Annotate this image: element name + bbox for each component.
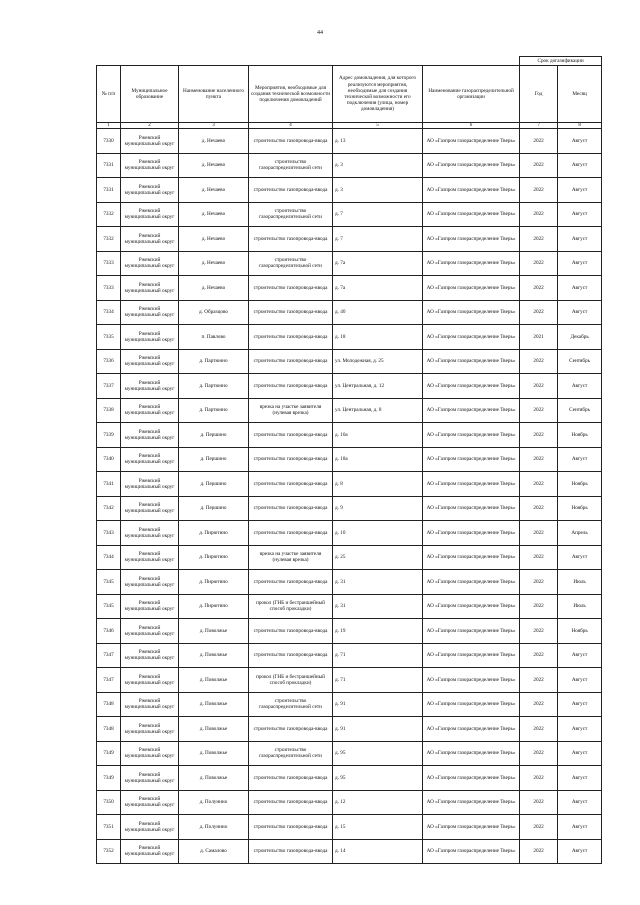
table-row	[97, 349, 602, 374]
month-cell: Сентябрь	[558, 398, 602, 423]
month-cell: Август	[558, 276, 602, 301]
address-cell: д. 9	[333, 496, 423, 521]
row-number: 7332	[97, 202, 121, 227]
locality-cell: д. Партюино	[179, 374, 249, 399]
locality-cell: д. Нечаево	[179, 202, 249, 227]
year-cell: 2022	[520, 202, 558, 227]
row-number: 7331	[97, 153, 121, 178]
month-cell: Август	[558, 717, 602, 742]
locality-cell: д. Нечаево	[179, 227, 249, 252]
address-cell: д. 7а	[333, 251, 423, 276]
month-cell: Август	[558, 643, 602, 668]
org-cell: АО «Газпром газораспределение Тверь»	[423, 227, 520, 252]
locality-cell: д. Пирютино	[179, 570, 249, 595]
measure-cell: прокол (ГНБ и бестраншейный способ прокладки)	[249, 594, 333, 619]
table-row	[97, 300, 602, 325]
measure-cell: строительство газопровода-ввода	[249, 570, 333, 595]
month-cell: Август	[558, 227, 602, 252]
year-cell: 2022	[520, 349, 558, 374]
org-cell: АО «Газпром газораспределение Тверь»	[423, 619, 520, 644]
table-row	[97, 570, 602, 595]
org-cell: АО «Газпром газораспределение Тверь»	[423, 545, 520, 570]
row-number: 7331	[97, 178, 121, 203]
org-cell: АО «Газпром газораспределение Тверь»	[423, 668, 520, 693]
municipality-cell: Ржевский муниципальный округ	[121, 398, 179, 423]
row-number: 7337	[97, 374, 121, 399]
column-number: 8	[558, 123, 602, 129]
year-cell: 2022	[520, 839, 558, 864]
year-cell: 2022	[520, 619, 558, 644]
locality-cell: д. Полунино	[179, 815, 249, 840]
year-cell: 2022	[520, 276, 558, 301]
table-row	[97, 643, 602, 668]
header-deadline: Срок догазификации	[520, 57, 602, 66]
locality-cell: д. Нечаево	[179, 129, 249, 154]
address-cell: д. 71	[333, 668, 423, 693]
municipality-cell: Ржевский муниципальный округ	[121, 276, 179, 301]
locality-cell: д. Першино	[179, 472, 249, 497]
address-cell: д. 91	[333, 717, 423, 742]
row-number: 7349	[97, 766, 121, 791]
header-municipality: Муниципальное образование	[121, 66, 179, 123]
org-cell: АО «Газпром газораспределение Тверь»	[423, 790, 520, 815]
table-row	[97, 129, 602, 154]
municipality-cell: Ржевский муниципальный округ	[121, 496, 179, 521]
measure-cell: строительство газопровода-ввода	[249, 839, 333, 864]
table-row	[97, 521, 602, 546]
row-number: 7348	[97, 692, 121, 717]
address-cell: д. 3	[333, 153, 423, 178]
measure-cell: строительство газопровода-ввода	[249, 619, 333, 644]
month-cell: Август	[558, 545, 602, 570]
table-row	[97, 153, 602, 178]
locality-cell: д. Поволжье	[179, 741, 249, 766]
row-number: 7333	[97, 276, 121, 301]
locality-cell: д. Нечаево	[179, 178, 249, 203]
row-number: 7349	[97, 741, 121, 766]
locality-cell: д. Нечаево	[179, 276, 249, 301]
municipality-cell: Ржевский муниципальный округ	[121, 325, 179, 350]
measure-cell: строительство газопровода-ввода	[249, 790, 333, 815]
measure-cell: строительство газопровода-ввода	[249, 521, 333, 546]
month-cell: Ноябрь	[558, 496, 602, 521]
municipality-cell: Ржевский муниципальный округ	[121, 717, 179, 742]
municipality-cell: Ржевский муниципальный округ	[121, 202, 179, 227]
month-cell: Август	[558, 153, 602, 178]
month-cell: Август	[558, 766, 602, 791]
municipality-cell: Ржевский муниципальный округ	[121, 570, 179, 595]
org-cell: АО «Газпром газораспределение Тверь»	[423, 472, 520, 497]
address-cell: д. 95	[333, 766, 423, 791]
month-cell: Сентябрь	[558, 349, 602, 374]
month-cell: Июль	[558, 570, 602, 595]
address-cell: д. 7	[333, 202, 423, 227]
address-cell: д. 40	[333, 300, 423, 325]
table-row	[97, 815, 602, 840]
header-month: Месяц	[558, 66, 602, 123]
municipality-cell: Ржевский муниципальный округ	[121, 178, 179, 203]
address-cell: д. 25	[333, 545, 423, 570]
year-cell: 2022	[520, 178, 558, 203]
row-number: 7345	[97, 570, 121, 595]
year-cell: 2021	[520, 325, 558, 350]
column-number: 3	[179, 123, 249, 129]
measure-cell: прокол (ГНБ и бестраншейный способ прокладки)	[249, 668, 333, 693]
municipality-cell: Ржевский муниципальный округ	[121, 472, 179, 497]
address-cell: д. 15	[333, 815, 423, 840]
locality-cell: д. Самалово	[179, 839, 249, 864]
month-cell: Август	[558, 741, 602, 766]
locality-cell: д. Першино	[179, 447, 249, 472]
municipality-cell: Ржевский муниципальный округ	[121, 153, 179, 178]
measure-cell: строительство газопровода-ввода	[249, 496, 333, 521]
row-number: 7348	[97, 717, 121, 742]
month-cell: Август	[558, 447, 602, 472]
row-number: 7340	[97, 447, 121, 472]
locality-cell: д. Нечаево	[179, 153, 249, 178]
address-cell: д. 7	[333, 227, 423, 252]
locality-cell: д. Поволжье	[179, 766, 249, 791]
month-cell: Август	[558, 374, 602, 399]
year-cell: 2022	[520, 741, 558, 766]
header-address: Адрес домовладения, для которого реализуются мероприятия, необходимые для создания технической возможности его подключения (улица, номер домовладения)	[333, 66, 423, 123]
municipality-cell: Ржевский муниципальный округ	[121, 374, 179, 399]
row-number: 7347	[97, 643, 121, 668]
municipality-cell: Ржевский муниципальный округ	[121, 766, 179, 791]
address-cell: д. 14	[333, 839, 423, 864]
column-number: 2	[121, 123, 179, 129]
year-cell: 2022	[520, 766, 558, 791]
address-cell: д. 31	[333, 594, 423, 619]
locality-cell: д. Першино	[179, 496, 249, 521]
year-cell: 2022	[520, 129, 558, 154]
address-cell: д. 71	[333, 643, 423, 668]
measure-cell: строительство газопровода-ввода	[249, 325, 333, 350]
table-row	[97, 202, 602, 227]
address-cell: д. 95	[333, 741, 423, 766]
org-cell: АО «Газпром газораспределение Тверь»	[423, 129, 520, 154]
header-year: Год	[520, 66, 558, 123]
municipality-cell: Ржевский муниципальный округ	[121, 594, 179, 619]
org-cell: АО «Газпром газораспределение Тверь»	[423, 398, 520, 423]
locality-cell: п. Павлово	[179, 325, 249, 350]
month-cell: Август	[558, 300, 602, 325]
measure-cell: строительство газораспределительной сети	[249, 153, 333, 178]
row-number: 7334	[97, 300, 121, 325]
locality-cell: д. Партюино	[179, 349, 249, 374]
locality-cell: д. Пирютино	[179, 545, 249, 570]
municipality-cell: Ржевский муниципальный округ	[121, 741, 179, 766]
month-cell: Август	[558, 839, 602, 864]
table-row	[97, 766, 602, 791]
org-cell: АО «Газпром газораспределение Тверь»	[423, 325, 520, 350]
row-number: 7339	[97, 423, 121, 448]
measure-cell: строительство газопровода-ввода	[249, 300, 333, 325]
table-row	[97, 251, 602, 276]
locality-cell: д. Поволжье	[179, 692, 249, 717]
org-cell: АО «Газпром газораспределение Тверь»	[423, 276, 520, 301]
year-cell: 2022	[520, 594, 558, 619]
table-row	[97, 619, 602, 644]
page-number: 44	[317, 30, 323, 36]
row-number: 7332	[97, 227, 121, 252]
month-cell: Август	[558, 178, 602, 203]
address-cell: д. 19	[333, 619, 423, 644]
municipality-cell: Ржевский муниципальный округ	[121, 668, 179, 693]
measure-cell: строительство газопровода-ввода	[249, 815, 333, 840]
year-cell: 2022	[520, 643, 558, 668]
org-cell: АО «Газпром газораспределение Тверь»	[423, 594, 520, 619]
municipality-cell: Ржевский муниципальный округ	[121, 619, 179, 644]
address-cell: ул. Молодежная, д. 25	[333, 349, 423, 374]
municipality-cell: Ржевский муниципальный округ	[121, 423, 179, 448]
month-cell: Апрель	[558, 521, 602, 546]
measure-cell: строительство газораспределительной сети	[249, 741, 333, 766]
table-row	[97, 178, 602, 203]
locality-cell: д. Поволжье	[179, 643, 249, 668]
locality-cell: д. Образцово	[179, 300, 249, 325]
municipality-cell: Ржевский муниципальный округ	[121, 251, 179, 276]
column-number: 1	[97, 123, 121, 129]
table-row	[97, 692, 602, 717]
row-number: 7342	[97, 496, 121, 521]
measure-cell: строительство газопровода-ввода	[249, 276, 333, 301]
address-cell: д. 31	[333, 570, 423, 595]
table-body	[97, 129, 602, 864]
table-row	[97, 839, 602, 864]
org-cell: АО «Газпром газораспределение Тверь»	[423, 447, 520, 472]
municipality-cell: Ржевский муниципальный округ	[121, 839, 179, 864]
table-row	[97, 717, 602, 742]
address-cell: д. 18а	[333, 447, 423, 472]
year-cell: 2022	[520, 472, 558, 497]
table-row	[97, 276, 602, 301]
row-number: 7351	[97, 815, 121, 840]
locality-cell: д. Нечаево	[179, 251, 249, 276]
address-cell: д. 8	[333, 472, 423, 497]
year-cell: 2022	[520, 227, 558, 252]
header-org: Наименование газораспределительной организации	[423, 66, 520, 123]
year-cell: 2022	[520, 153, 558, 178]
month-cell: Август	[558, 692, 602, 717]
org-cell: АО «Газпром газораспределение Тверь»	[423, 202, 520, 227]
org-cell: АО «Газпром газораспределение Тверь»	[423, 496, 520, 521]
measure-cell: строительство газораспределительной сети	[249, 692, 333, 717]
table-row	[97, 227, 602, 252]
year-cell: 2022	[520, 815, 558, 840]
measure-cell: строительство газопровода-ввода	[249, 766, 333, 791]
address-cell: д. 7а	[333, 276, 423, 301]
measure-cell: строительство газораспределительной сети	[249, 202, 333, 227]
org-cell: АО «Газпром газораспределение Тверь»	[423, 643, 520, 668]
municipality-cell: Ржевский муниципальный округ	[121, 227, 179, 252]
municipality-cell: Ржевский муниципальный округ	[121, 643, 179, 668]
measure-cell: строительство газопровода-ввода	[249, 643, 333, 668]
address-cell: ул. Центральная, д. 8	[333, 398, 423, 423]
column-number: 5	[333, 123, 423, 129]
measure-cell: строительство газопровода-ввода	[249, 472, 333, 497]
row-number: 7338	[97, 398, 121, 423]
municipality-cell: Ржевский муниципальный округ	[121, 790, 179, 815]
measure-cell: строительство газопровода-ввода	[249, 374, 333, 399]
year-cell: 2022	[520, 717, 558, 742]
measure-cell: строительство газопровода-ввода	[249, 129, 333, 154]
table-row	[97, 472, 602, 497]
address-cell: д. 91	[333, 692, 423, 717]
month-cell: Август	[558, 668, 602, 693]
org-cell: АО «Газпром газораспределение Тверь»	[423, 423, 520, 448]
row-number: 7343	[97, 521, 121, 546]
gasification-table	[96, 56, 602, 864]
org-cell: АО «Газпром газораспределение Тверь»	[423, 300, 520, 325]
org-cell: АО «Газпром газораспределение Тверь»	[423, 374, 520, 399]
row-number: 7347	[97, 668, 121, 693]
year-cell: 2022	[520, 668, 558, 693]
month-cell: Август	[558, 129, 602, 154]
row-number: 7333	[97, 251, 121, 276]
month-cell: Декабрь	[558, 325, 602, 350]
row-number: 7341	[97, 472, 121, 497]
row-number: 7345	[97, 594, 121, 619]
table-row	[97, 325, 602, 350]
month-cell: Август	[558, 251, 602, 276]
municipality-cell: Ржевский муниципальный округ	[121, 300, 179, 325]
org-cell: АО «Газпром газораспределение Тверь»	[423, 741, 520, 766]
year-cell: 2022	[520, 692, 558, 717]
address-cell: д. 12	[333, 790, 423, 815]
municipality-cell: Ржевский муниципальный округ	[121, 129, 179, 154]
year-cell: 2022	[520, 300, 558, 325]
month-cell: Август	[558, 815, 602, 840]
year-cell: 2022	[520, 374, 558, 399]
org-cell: АО «Газпром газораспределение Тверь»	[423, 251, 520, 276]
org-cell: АО «Газпром газораспределение Тверь»	[423, 766, 520, 791]
table-row	[97, 594, 602, 619]
org-cell: АО «Газпром газораспределение Тверь»	[423, 717, 520, 742]
address-cell: д. 18	[333, 325, 423, 350]
month-cell: Август	[558, 790, 602, 815]
year-cell: 2022	[520, 521, 558, 546]
table-row	[97, 447, 602, 472]
org-cell: АО «Газпром газораспределение Тверь»	[423, 570, 520, 595]
row-number: 7350	[97, 790, 121, 815]
org-cell: АО «Газпром газораспределение Тверь»	[423, 815, 520, 840]
locality-cell: д. Пирютино	[179, 594, 249, 619]
org-cell: АО «Газпром газораспределение Тверь»	[423, 178, 520, 203]
table-row	[97, 423, 602, 448]
municipality-cell: Ржевский муниципальный округ	[121, 447, 179, 472]
locality-cell: д. Поволжье	[179, 619, 249, 644]
column-number: 6	[423, 123, 520, 129]
org-cell: АО «Газпром газораспределение Тверь»	[423, 153, 520, 178]
row-number: 7335	[97, 325, 121, 350]
locality-cell: д. Партюино	[179, 398, 249, 423]
row-number: 7352	[97, 839, 121, 864]
year-cell: 2022	[520, 790, 558, 815]
municipality-cell: Ржевский муниципальный округ	[121, 692, 179, 717]
year-cell: 2022	[520, 496, 558, 521]
locality-cell: д. Полунино	[179, 790, 249, 815]
row-number: 7330	[97, 129, 121, 154]
row-number: 7344	[97, 545, 121, 570]
org-cell: АО «Газпром газораспределение Тверь»	[423, 692, 520, 717]
table-row	[97, 545, 602, 570]
header-measures: Мероприятия, необходимые для создания технической возможности подключения домовладений	[249, 66, 333, 123]
municipality-cell: Ржевский муниципальный округ	[121, 545, 179, 570]
measure-cell: строительство газораспределительной сети	[249, 251, 333, 276]
column-number: 4	[249, 123, 333, 129]
measure-cell: строительство газопровода-ввода	[249, 178, 333, 203]
municipality-cell: Ржевский муниципальный округ	[121, 349, 179, 374]
locality-cell: д. Першино	[179, 423, 249, 448]
locality-cell: д. Поволжье	[179, 668, 249, 693]
header-num: № п/п	[97, 66, 121, 123]
locality-cell: д. Пирютино	[179, 521, 249, 546]
address-cell: ул. Центральная, д. 12	[333, 374, 423, 399]
measure-cell: строительство газопровода-ввода	[249, 423, 333, 448]
header-locality: Наименование населенного пункта	[179, 66, 249, 123]
year-cell: 2022	[520, 423, 558, 448]
municipality-cell: Ржевский муниципальный округ	[121, 815, 179, 840]
month-cell: Ноябрь	[558, 472, 602, 497]
month-cell: Август	[558, 202, 602, 227]
year-cell: 2022	[520, 545, 558, 570]
table-row	[97, 374, 602, 399]
measure-cell: строительство газопровода-ввода	[249, 227, 333, 252]
measure-cell: строительство газопровода-ввода	[249, 717, 333, 742]
table-row	[97, 790, 602, 815]
year-cell: 2022	[520, 251, 558, 276]
org-cell: АО «Газпром газораспределение Тверь»	[423, 349, 520, 374]
row-number: 7346	[97, 619, 121, 644]
address-cell: д. 3	[333, 178, 423, 203]
year-cell: 2022	[520, 570, 558, 595]
address-cell: д. 13	[333, 129, 423, 154]
municipality-cell: Ржевский муниципальный округ	[121, 521, 179, 546]
month-cell: Ноябрь	[558, 619, 602, 644]
table-row	[97, 398, 602, 423]
org-cell: АО «Газпром газораспределение Тверь»	[423, 839, 520, 864]
locality-cell: д. Поволжье	[179, 717, 249, 742]
table-row	[97, 668, 602, 693]
measure-cell: строительство газопровода-ввода	[249, 349, 333, 374]
year-cell: 2022	[520, 398, 558, 423]
org-cell: АО «Газпром газораспределение Тверь»	[423, 521, 520, 546]
measure-cell: врезка на участке заявителя (нулевая врезка)	[249, 398, 333, 423]
measure-cell: врезка на участке заявителя (нулевая врезка)	[249, 545, 333, 570]
table-row	[97, 496, 602, 521]
column-number: 7	[520, 123, 558, 129]
table-row	[97, 741, 602, 766]
year-cell: 2022	[520, 447, 558, 472]
month-cell: Ноябрь	[558, 423, 602, 448]
row-number: 7336	[97, 349, 121, 374]
address-cell: д. 10	[333, 521, 423, 546]
address-cell: д. 10а	[333, 423, 423, 448]
month-cell: Июль	[558, 594, 602, 619]
measure-cell: строительство газопровода-ввода	[249, 447, 333, 472]
